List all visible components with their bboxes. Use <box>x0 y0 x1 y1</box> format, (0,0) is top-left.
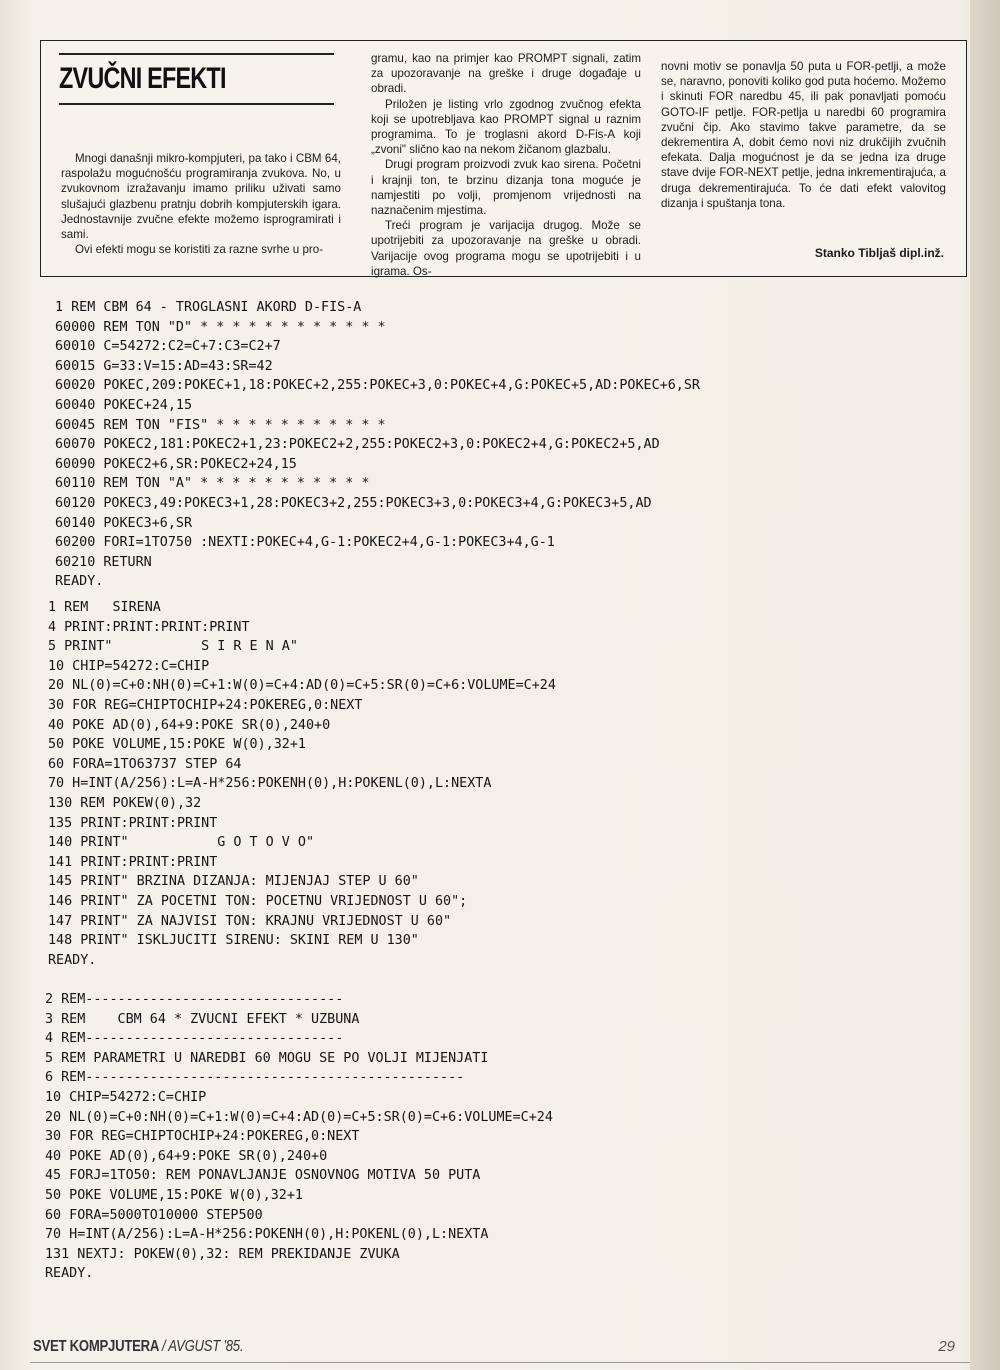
author-byline: Stanko Tibljaš dipl.inž. <box>814 246 944 260</box>
paragraph: Treći program je varijacija drugog. Može se upotrijebiti za upozoravanje na greške u obradi. Varijacije ovog programa mogu se upotrijebiti i u igrama. Os- <box>371 219 641 278</box>
article-column-1 <box>61 151 341 257</box>
paragraph: gramu, kao na primjer kao PROMPT signali, zatim za upozoravanje na greške i druge događaje u obradi. <box>371 52 641 96</box>
paragraph: Priložen je listing vrlo zgodnog zvučnog efekta koji se upotrebljava kao PROMPT signal u raznim programima. To je troglasni akord D-Fis-A koji „zvoni" slično kao na nekom žičanom glazbalu. <box>371 97 641 157</box>
paragraph: Ovi efekti mogu se koristiti za razne svrhe u pro- <box>75 243 324 257</box>
adjacent-page-edge <box>970 0 1000 1370</box>
paragraph: Drugi program proizvodi zvuk kao sirena. Početni i krajnji ton, te brzinu dizanja tona moguće je namjestiti po volji, promjenom vrijednosti na naznačenim mjestima. <box>371 158 641 218</box>
article-box <box>40 40 967 277</box>
article-column-3 <box>661 59 946 211</box>
code-listing-alarm: 2 REM-------------------------------- 3 REM CBM 64 * ZVUCNI EFEKT * UZBUNA 4 REM-------------------------------- 5 REM PARAMETRI U NAREDBI 60 MOGU SE PO VOLJI MIJENJATI 6 REM----------------------------------------------- 10 CHIP=54272:C=CHIP 20 NL(0)=C+0:NH(0)=C+1:W(0)=C+4:AD(0)=C+5:SR(0)=C+6:VOLUME=C+24 30 FOR REG=CHIPTOCHIP+24:POKEREG,0:NEXT 40 POKE AD(0),64+9:POKE SR(0),240+0 45 FORJ=1TO50: REM PONAVLJANJE OSNOVNOG MOTIVA 50 PUTA 50 POKE VOLUME,15:POKE W(0),32+1 60 FORA=5000TO10000 STEP500 70 H=INT(A/256):L=A-H*256:POKENH(0),H:POKENL(0),L:NEXTA 131 NEXTJ: POKEW(0),32: REM PREKIDANJE ZVUKA READY. <box>45 992 553 1282</box>
paragraph: Mnogi današnji mikro-kompjuteri, pa tako i CBM 64, raspolažu mogućnošću programiranja zvukova. No, u zvukovnom izražavanju imamo priliku uživati samo slušajući glazbenu pratnju dobrih kompjuterskih igara. Jednostavnije zvučne efekte možemo isprogramirati i sami. <box>61 152 341 242</box>
page-number: 29 <box>938 1338 955 1355</box>
title-rule-top <box>59 53 334 55</box>
page-footer <box>33 1338 243 1356</box>
magazine-name: SVET KOMPJUTERA <box>33 1338 159 1355</box>
code-listing-siren: 1 REM SIRENA 4 PRINT:PRINT:PRINT:PRINT 5 PRINT" S I R E N A" 10 CHIP=54272:C=CHIP 20 NL(0)=C+0:NH(0)=C+1:W(0)=C+4:AD(0)=C+5:SR(0)=C+6:VOLUME=C+24 30 FOR REG=CHIPTOCHIP+24:POKEREG,0:NEXT 40 POKE AD(0),64+9:POKE SR(0),240+0 50 POKE VOLUME,15:POKE W(0),32+1 60 FORA=1TO63737 STEP 64 70 H=INT(A/256):L=A-H*256:POKENH(0),H:POKENL(0),L:NEXTA 130 REM POKEW(0),32 135 PRINT:PRINT:PRINT 140 PRINT" G O T O V O" 141 PRINT:PRINT:PRINT 145 PRINT" BRZINA DIZANJA: MIJENJAJ STEP U 60" 146 PRINT" ZA POCETNI TON: POCETNU VRIJEDNOST U 60"; 147 PRINT" ZA NAJVISI TON: KRAJNU VRIJEDNOST U 60" 148 PRINT" ISKLJUCITI SIRENU: SKINI REM U 130" READY. <box>48 600 556 968</box>
article-column-2 <box>371 51 641 279</box>
title-rule-bottom <box>59 103 334 105</box>
paragraph: novni motiv se ponavlja 50 puta u FOR-petlji, a može se, naravno, ponoviti koliko god puta hoćemo. Možemo i skinuti FOR naredbu 45, ili pak ponavljati pomoću GOTO-IF petlje. FOR-petlja u naredbi 60 programira zvučni čip. Ako stavimo takve parametre, da se dekrementira A, dobit ćemo novi niz drukčijih zvučnih efekata. Dalja mogućnost je da se jedna iza druge stave dvije FOR-NEXT petlje, jedna inkrementirajuća, a druga dekrementirajuća. To će dati efekt valovitog dizanja i spuštanja tona. <box>661 60 946 210</box>
article-title: ZVUČNI EFEKTI <box>59 62 226 95</box>
magazine-issue: / AVGUST '85. <box>161 1338 244 1355</box>
code-listing-chord: 1 REM CBM 64 - TROGLASNI AKORD D-FIS-A 60000 REM TON "D" * * * * * * * * * * * * 60010 C=54272:C2=C+7:C3=C2+7 60015 G=33:V=15:AD=43:SR=42 60020 POKEC,209:POKEC+1,18:POKEC+2,255:POKEC+3,0:POKEC+4,G:POKEC+5,AD:POKEC+6,SR 60040 POKEC+24,15 60045 REM TON "FIS" * * * * * * * * * * * 60070 POKEC2,181:POKEC2+1,23:POKEC2+2,255:POKEC2+3,0:POKEC2+4,G:POKEC2+5,AD 60090 POKEC2+6,SR:POKEC2+24,15 60110 REM TON "A" * * * * * * * * * * * 60120 POKEC3,49:POKEC3+1,28:POKEC3+2,255:POKEC3+3,0:POKEC3+4,G:POKEC3+5,AD 60140 POKEC3+6,SR 60200 FORI=1TO750 :NEXTI:POKEC+4,G-1:POKEC2+4,G-1:POKEC3+4,G-1 60210 RETURN READY. <box>55 300 700 590</box>
title-block <box>59 53 334 105</box>
footer-rule <box>30 1362 970 1363</box>
